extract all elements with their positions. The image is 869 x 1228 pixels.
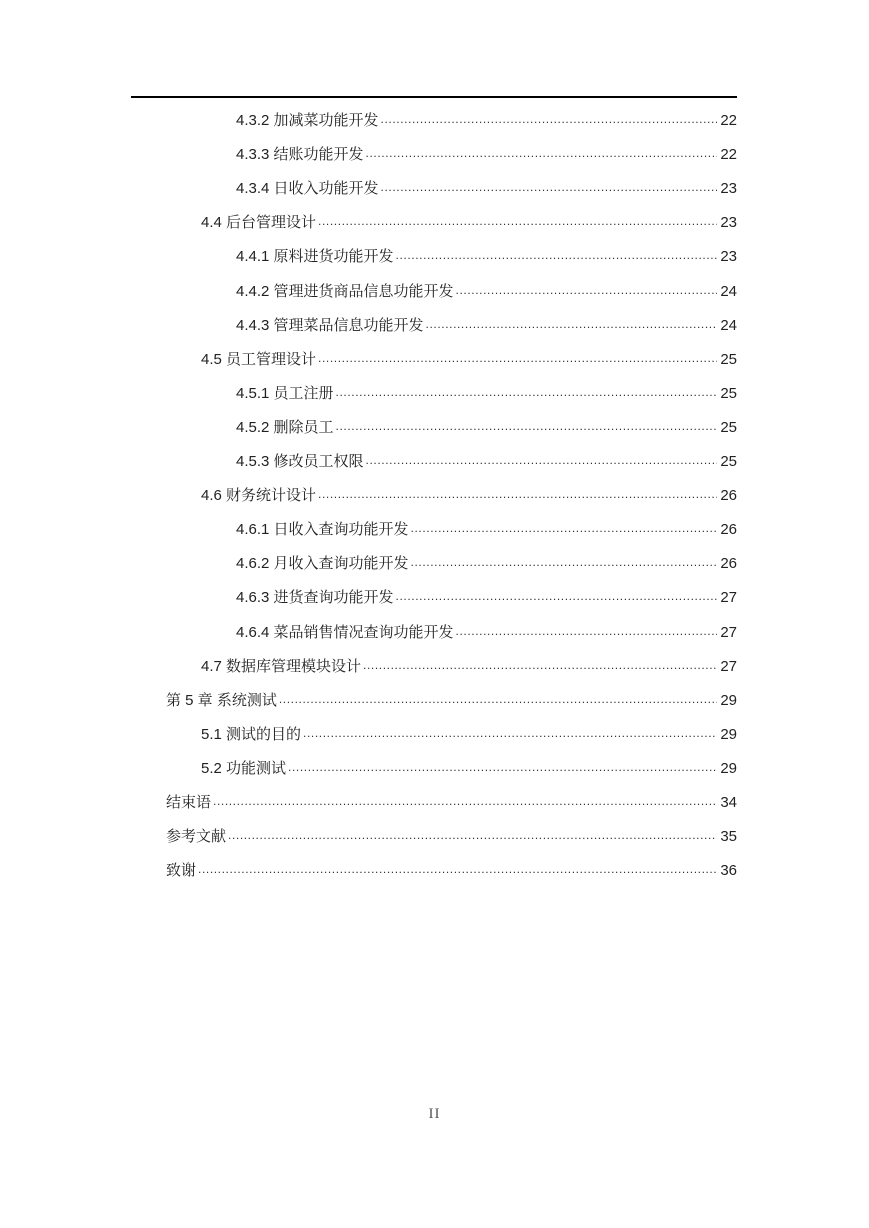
- toc-leader-dots: [366, 452, 718, 472]
- toc-entry[interactable]: [236, 241, 737, 267]
- toc-leader-dots: [366, 145, 718, 165]
- toc-leader-dots: [288, 759, 717, 779]
- toc-entry-title: 4.5.2 删除员工: [236, 418, 334, 436]
- toc-entry-title: 4.7 数据库管理模块设计: [201, 657, 362, 675]
- toc-entry-page: 34: [720, 794, 737, 811]
- toc-entry-title: 4.3.2 加减菜功能开发: [236, 112, 379, 129]
- toc-entry[interactable]: [236, 617, 737, 643]
- toc-entry[interactable]: [166, 855, 737, 881]
- toc-entry[interactable]: [236, 582, 737, 608]
- toc-leader-dots: [396, 247, 718, 267]
- toc-entry-page: 25: [720, 384, 737, 402]
- toc-entry[interactable]: [201, 207, 737, 233]
- toc-entry-page: 35: [720, 828, 737, 846]
- toc-entry[interactable]: [201, 651, 737, 677]
- toc-entry[interactable]: [236, 446, 737, 472]
- toc-leader-dots: [318, 486, 717, 506]
- toc-entry-title: 4.4.3 管理菜品信息功能开发: [236, 316, 424, 334]
- toc-entry-title: 4.5 员工管理设计: [201, 350, 317, 368]
- toc-leader-dots: [198, 861, 717, 881]
- toc-entry-page: 26: [720, 521, 737, 539]
- toc-entry-title: 4.5.1 员工注册: [236, 384, 334, 402]
- toc-entry-title: 5.1 测试的目的: [201, 725, 302, 743]
- toc-entry[interactable]: [236, 514, 737, 540]
- toc-entry-page: 25: [720, 350, 737, 368]
- toc-entry[interactable]: [236, 310, 737, 336]
- toc-leader-dots: [363, 657, 717, 677]
- toc-entry[interactable]: [236, 412, 737, 438]
- toc-entry-page: 22: [720, 146, 737, 164]
- toc-entry-page: 29: [720, 759, 737, 777]
- toc-entry-page: 24: [720, 316, 737, 334]
- toc-entry[interactable]: [236, 139, 737, 165]
- toc-entry-title: 结束语: [166, 794, 212, 811]
- toc-entry[interactable]: [236, 548, 737, 574]
- toc-entry-page: 25: [720, 453, 737, 470]
- toc-entry[interactable]: [166, 821, 737, 847]
- toc-entry-title: 4.6.2 月收入查询功能开发: [236, 555, 409, 573]
- toc-entry-title: 第 5 章 系统测试: [166, 691, 277, 709]
- toc-entry-page: 23: [720, 180, 737, 198]
- toc-entry-page: 27: [720, 657, 737, 675]
- toc-entry[interactable]: [201, 480, 737, 506]
- toc-entry-title: 4.6.3 进货查询功能开发: [236, 589, 394, 607]
- toc-entry-page: 23: [720, 248, 737, 266]
- toc-leader-dots: [456, 282, 718, 302]
- toc-entry-title: 参考文献: [166, 828, 227, 846]
- toc-entry-page: 29: [720, 725, 737, 743]
- toc-entry[interactable]: [236, 173, 737, 199]
- header-rule: [131, 96, 737, 98]
- toc-entry[interactable]: [201, 719, 737, 745]
- toc-leader-dots: [426, 316, 718, 336]
- toc-entry-title: 4.6.4 菜品销售情况查询功能开发: [236, 623, 454, 641]
- toc-entry-title: 4.3.4 日收入功能开发: [236, 180, 379, 198]
- toc-entry[interactable]: [166, 787, 737, 813]
- toc-entry[interactable]: [201, 753, 737, 779]
- toc-entry-title: 4.6.1 日收入查询功能开发: [236, 521, 409, 539]
- toc-entry-page: 25: [720, 418, 737, 436]
- toc-leader-dots: [336, 418, 718, 438]
- toc-entry-page: 27: [720, 623, 737, 641]
- toc-entry[interactable]: [236, 105, 737, 131]
- toc-entry[interactable]: [236, 276, 737, 302]
- toc-entry-title: 4.3.3 结账功能开发: [236, 146, 364, 164]
- toc-leader-dots: [411, 554, 718, 574]
- toc-entry-title: 4.4.2 管理进货商品信息功能开发: [236, 282, 454, 300]
- toc-leader-dots: [318, 213, 717, 233]
- toc-entry[interactable]: [166, 685, 737, 711]
- toc-entry-title: 4.6 财务统计设计: [201, 487, 317, 505]
- toc-entry-title: 4.5.3 修改员工权限: [236, 453, 364, 470]
- page-number: II: [428, 1106, 441, 1122]
- toc-leader-dots: [396, 588, 718, 608]
- toc-entry-title: 4.4.1 原料进货功能开发: [236, 248, 394, 266]
- toc-entry-title: 4.4 后台管理设计: [201, 214, 317, 232]
- toc-leader-dots: [411, 520, 718, 540]
- toc-leader-dots: [213, 793, 717, 813]
- toc-entry-page: 23: [720, 214, 737, 232]
- toc-entry-page: 22: [720, 112, 737, 129]
- toc-leader-dots: [336, 384, 718, 404]
- toc-entry-page: 24: [720, 282, 737, 300]
- toc-entry-page: 26: [720, 487, 737, 505]
- toc-entry-page: 26: [720, 555, 737, 573]
- toc-entry-title: 致谢: [166, 862, 197, 880]
- toc-leader-dots: [318, 350, 717, 370]
- toc-entry-title: 5.2 功能测试: [201, 759, 287, 777]
- toc-leader-dots: [303, 725, 717, 745]
- toc-leader-dots: [381, 179, 718, 199]
- toc-entry-page: 29: [720, 691, 737, 709]
- toc-leader-dots: [279, 691, 717, 711]
- toc-leader-dots: [228, 827, 717, 847]
- toc-entry[interactable]: [201, 344, 737, 370]
- toc-entry-page: 27: [720, 589, 737, 607]
- toc-leader-dots: [381, 111, 718, 131]
- toc-leader-dots: [456, 623, 718, 643]
- toc-entry-page: 36: [720, 862, 737, 880]
- toc-entry[interactable]: [236, 378, 737, 404]
